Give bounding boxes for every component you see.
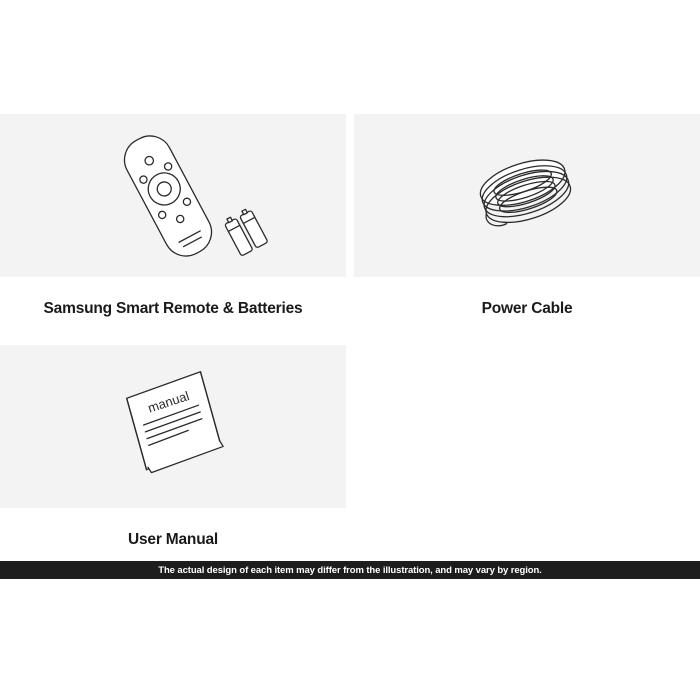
disclaimer-text: The actual design of each item may differ from the illustration, and may vary by region.	[158, 564, 542, 576]
accessories-row	[0, 114, 700, 345]
accessory-caption: Power Cable	[481, 300, 573, 317]
svg-text:manual: manual	[145, 387, 192, 416]
remote-control-and-batteries-illustration	[48, 126, 298, 266]
user-manual-thumbnail	[0, 345, 346, 508]
accessory-item-user-manual	[0, 345, 346, 576]
remote-and-batteries-thumbnail	[0, 114, 346, 277]
coiled-power-cable-illustration	[447, 136, 607, 256]
accessory-caption: User Manual	[128, 531, 218, 548]
accessory-item-power-cable	[354, 114, 700, 345]
power-cable-thumbnail	[354, 114, 700, 277]
user-manual-booklet-illustration	[83, 362, 263, 492]
accessories-grid	[0, 114, 700, 576]
accessory-item-remote-and-batteries	[0, 114, 346, 345]
accessories-row	[0, 345, 700, 576]
accessory-caption: Samsung Smart Remote & Batteries	[43, 300, 303, 317]
disclaimer-banner	[0, 561, 700, 579]
